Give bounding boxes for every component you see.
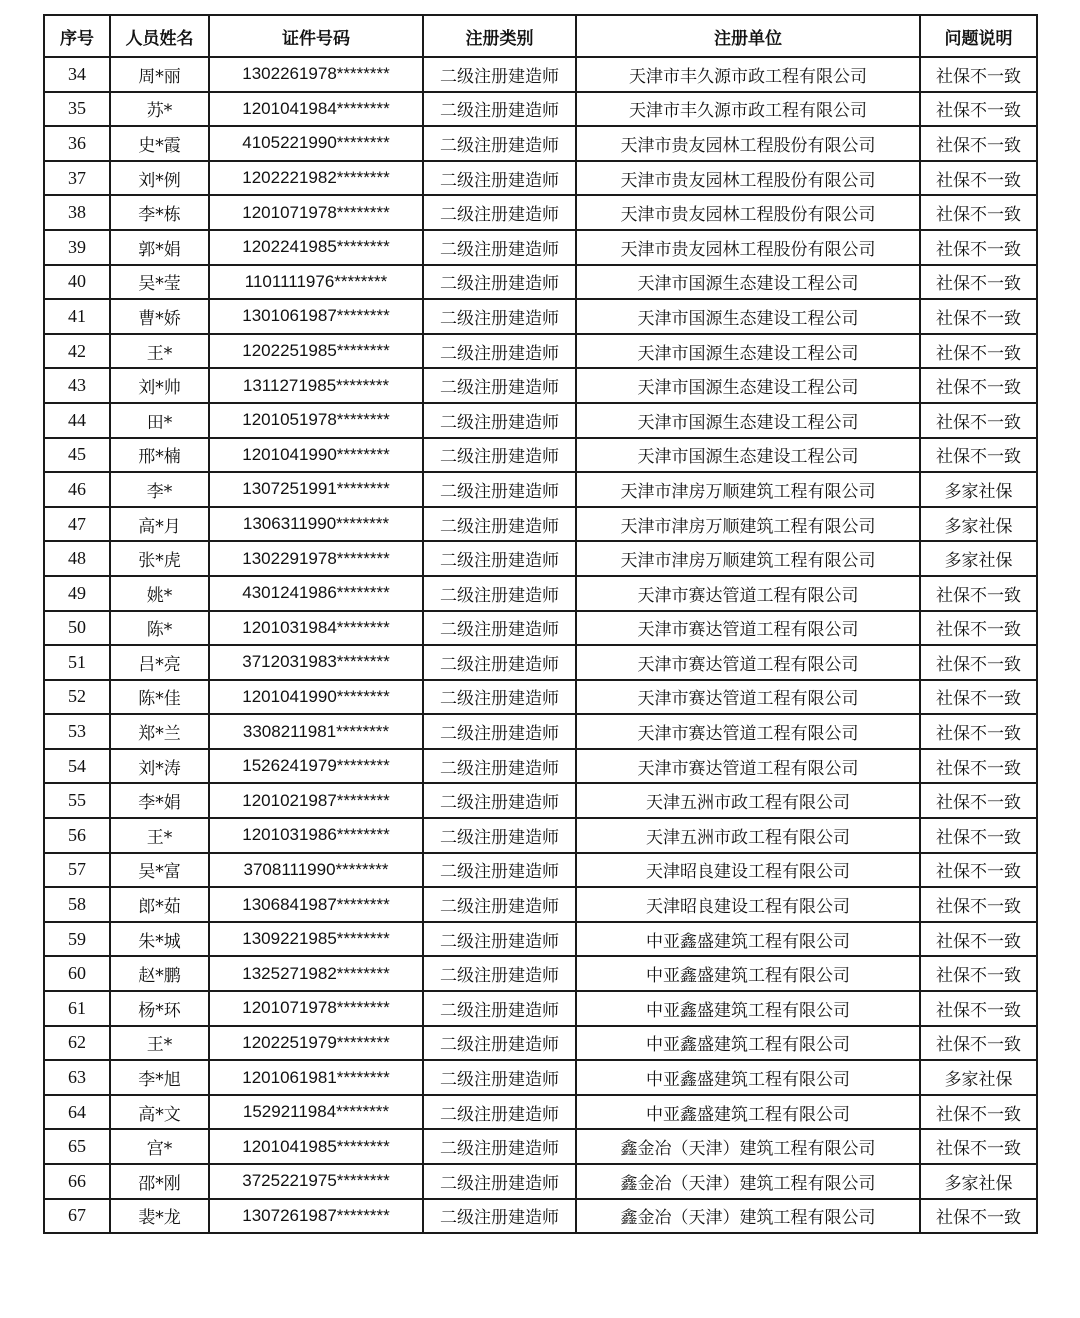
issue-description-cell: 社保不一致	[920, 1129, 1037, 1164]
person-name-cell: 李*栋	[110, 195, 209, 230]
registration-type-cell: 二级注册建造师	[423, 230, 576, 265]
serial-no-cell: 43	[44, 368, 110, 403]
table-row	[44, 991, 1037, 1026]
serial-no-cell: 51	[44, 645, 110, 680]
table-row	[44, 57, 1037, 92]
registration-type-cell: 二级注册建造师	[423, 507, 576, 542]
issue-description-cell: 社保不一致	[920, 576, 1037, 611]
issue-description-cell: 社保不一致	[920, 645, 1037, 680]
registration-unit-cell: 天津市津房万顺建筑工程有限公司	[576, 472, 920, 507]
person-name-cell: 吕*亮	[110, 645, 209, 680]
id-number-cell: 1202251985********	[209, 334, 423, 369]
registration-unit-cell: 天津市赛达管道工程有限公司	[576, 576, 920, 611]
issue-description-cell: 社保不一致	[920, 368, 1037, 403]
serial-no-cell: 52	[44, 680, 110, 715]
registration-unit-cell: 鑫金冶（天津）建筑工程有限公司	[576, 1164, 920, 1199]
table-row	[44, 1095, 1037, 1130]
person-name-cell: 裴*龙	[110, 1199, 209, 1234]
issue-description-cell: 社保不一致	[920, 299, 1037, 334]
registration-unit-cell: 天津昭良建设工程有限公司	[576, 853, 920, 888]
table-body	[44, 57, 1037, 1233]
id-number-cell: 1202241985********	[209, 230, 423, 265]
person-name-cell: 邵*刚	[110, 1164, 209, 1199]
issue-description-cell: 社保不一致	[920, 680, 1037, 715]
id-number-cell: 4105221990********	[209, 126, 423, 161]
id-number-cell: 1306311990********	[209, 507, 423, 542]
serial-no-cell: 36	[44, 126, 110, 161]
person-name-cell: 吴*莹	[110, 265, 209, 300]
table-row	[44, 403, 1037, 438]
issue-description-cell: 社保不一致	[920, 92, 1037, 127]
registration-unit-cell: 鑫金冶（天津）建筑工程有限公司	[576, 1129, 920, 1164]
id-number-cell: 1301061987********	[209, 299, 423, 334]
id-number-cell: 3725221975********	[209, 1164, 423, 1199]
table-row	[44, 887, 1037, 922]
serial-no-cell: 65	[44, 1129, 110, 1164]
table-row	[44, 161, 1037, 196]
id-number-cell: 3708111990********	[209, 853, 423, 888]
registration-unit-cell: 天津市丰久源市政工程有限公司	[576, 92, 920, 127]
issue-description-cell: 社保不一致	[920, 956, 1037, 991]
registration-type-cell: 二级注册建造师	[423, 887, 576, 922]
issue-description-cell: 多家社保	[920, 472, 1037, 507]
person-name-cell: 刘*涛	[110, 749, 209, 784]
registration-unit-cell: 中亚鑫盛建筑工程有限公司	[576, 922, 920, 957]
person-name-cell: 王*	[110, 334, 209, 369]
registration-unit-cell: 天津五洲市政工程有限公司	[576, 818, 920, 853]
table-header	[44, 15, 1037, 57]
id-number-cell: 1526241979********	[209, 749, 423, 784]
person-name-cell: 李*	[110, 472, 209, 507]
serial-no-cell: 67	[44, 1199, 110, 1234]
header-serial-no: 序号	[44, 15, 110, 57]
issue-description-cell: 社保不一致	[920, 334, 1037, 369]
issue-description-cell: 社保不一致	[920, 1095, 1037, 1130]
issue-description-cell: 社保不一致	[920, 922, 1037, 957]
id-number-cell: 1529211984********	[209, 1095, 423, 1130]
registration-type-cell: 二级注册建造师	[423, 1199, 576, 1234]
id-number-cell: 1201051978********	[209, 403, 423, 438]
table-row	[44, 507, 1037, 542]
id-number-cell: 1311271985********	[209, 368, 423, 403]
serial-no-cell: 35	[44, 92, 110, 127]
registration-unit-cell: 天津市赛达管道工程有限公司	[576, 611, 920, 646]
person-name-cell: 郑*兰	[110, 714, 209, 749]
serial-no-cell: 50	[44, 611, 110, 646]
table-row	[44, 1199, 1037, 1234]
person-name-cell: 陈*	[110, 611, 209, 646]
serial-no-cell: 54	[44, 749, 110, 784]
registration-unit-cell: 天津市国源生态建设工程公司	[576, 403, 920, 438]
registration-unit-cell: 天津市贵友园林工程股份有限公司	[576, 195, 920, 230]
id-number-cell: 3712031983********	[209, 645, 423, 680]
id-number-cell: 1201071978********	[209, 991, 423, 1026]
serial-no-cell: 57	[44, 853, 110, 888]
id-number-cell: 1201031986********	[209, 818, 423, 853]
person-name-cell: 邢*楠	[110, 438, 209, 473]
issue-description-cell: 多家社保	[920, 507, 1037, 542]
table-row	[44, 195, 1037, 230]
serial-no-cell: 56	[44, 818, 110, 853]
table-row	[44, 783, 1037, 818]
registration-type-cell: 二级注册建造师	[423, 991, 576, 1026]
registration-unit-cell: 中亚鑫盛建筑工程有限公司	[576, 956, 920, 991]
registration-type-cell: 二级注册建造师	[423, 57, 576, 92]
serial-no-cell: 40	[44, 265, 110, 300]
table-row	[44, 576, 1037, 611]
table-row	[44, 368, 1037, 403]
table-row	[44, 922, 1037, 957]
serial-no-cell: 41	[44, 299, 110, 334]
serial-no-cell: 64	[44, 1095, 110, 1130]
registration-type-cell: 二级注册建造师	[423, 1026, 576, 1061]
issue-description-cell: 社保不一致	[920, 195, 1037, 230]
serial-no-cell: 47	[44, 507, 110, 542]
person-name-cell: 高*月	[110, 507, 209, 542]
registration-unit-cell: 中亚鑫盛建筑工程有限公司	[576, 991, 920, 1026]
person-name-cell: 史*霞	[110, 126, 209, 161]
table-row	[44, 749, 1037, 784]
issue-description-cell: 社保不一致	[920, 991, 1037, 1026]
person-name-cell: 曹*娇	[110, 299, 209, 334]
id-number-cell: 1201041984********	[209, 92, 423, 127]
id-number-cell: 1307251991********	[209, 472, 423, 507]
issue-description-cell: 社保不一致	[920, 1199, 1037, 1234]
header-person-name: 人员姓名	[110, 15, 209, 57]
person-name-cell: 刘*例	[110, 161, 209, 196]
registration-type-cell: 二级注册建造师	[423, 1164, 576, 1199]
id-number-cell: 1202251979********	[209, 1026, 423, 1061]
registration-unit-cell: 天津市赛达管道工程有限公司	[576, 749, 920, 784]
table-row	[44, 1164, 1037, 1199]
issue-description-cell: 社保不一致	[920, 853, 1037, 888]
person-name-cell: 姚*	[110, 576, 209, 611]
table-row	[44, 1060, 1037, 1095]
serial-no-cell: 63	[44, 1060, 110, 1095]
header-row	[44, 15, 1037, 57]
person-name-cell: 田*	[110, 403, 209, 438]
person-name-cell: 杨*环	[110, 991, 209, 1026]
table-row	[44, 714, 1037, 749]
registration-unit-cell: 中亚鑫盛建筑工程有限公司	[576, 1095, 920, 1130]
table-row	[44, 126, 1037, 161]
person-name-cell: 陈*佳	[110, 680, 209, 715]
person-name-cell: 吴*富	[110, 853, 209, 888]
serial-no-cell: 58	[44, 887, 110, 922]
serial-no-cell: 62	[44, 1026, 110, 1061]
registration-unit-cell: 天津市国源生态建设工程公司	[576, 299, 920, 334]
issue-description-cell: 社保不一致	[920, 438, 1037, 473]
registration-unit-cell: 天津市国源生态建设工程公司	[576, 334, 920, 369]
registration-type-cell: 二级注册建造师	[423, 472, 576, 507]
serial-no-cell: 44	[44, 403, 110, 438]
registration-unit-cell: 天津市国源生态建设工程公司	[576, 265, 920, 300]
table-row	[44, 818, 1037, 853]
id-number-cell: 1302291978********	[209, 541, 423, 576]
serial-no-cell: 34	[44, 57, 110, 92]
table-row	[44, 472, 1037, 507]
id-number-cell: 1302261978********	[209, 57, 423, 92]
registration-type-cell: 二级注册建造师	[423, 611, 576, 646]
serial-no-cell: 55	[44, 783, 110, 818]
person-name-cell: 苏*	[110, 92, 209, 127]
registration-unit-cell: 鑫金冶（天津）建筑工程有限公司	[576, 1199, 920, 1234]
table-row	[44, 853, 1037, 888]
serial-no-cell: 49	[44, 576, 110, 611]
registration-unit-cell: 中亚鑫盛建筑工程有限公司	[576, 1026, 920, 1061]
registration-type-cell: 二级注册建造师	[423, 680, 576, 715]
id-number-cell: 1201041990********	[209, 680, 423, 715]
registration-type-cell: 二级注册建造师	[423, 368, 576, 403]
registration-unit-cell: 天津市贵友园林工程股份有限公司	[576, 126, 920, 161]
id-number-cell: 1201071978********	[209, 195, 423, 230]
issue-description-cell: 社保不一致	[920, 126, 1037, 161]
person-name-cell: 张*虎	[110, 541, 209, 576]
table-row	[44, 680, 1037, 715]
registration-unit-cell: 天津市津房万顺建筑工程有限公司	[576, 541, 920, 576]
table-row	[44, 92, 1037, 127]
registration-type-cell: 二级注册建造师	[423, 92, 576, 127]
registration-unit-cell: 中亚鑫盛建筑工程有限公司	[576, 1060, 920, 1095]
registration-unit-cell: 天津市丰久源市政工程有限公司	[576, 57, 920, 92]
registration-type-cell: 二级注册建造师	[423, 645, 576, 680]
registration-type-cell: 二级注册建造师	[423, 334, 576, 369]
registration-type-cell: 二级注册建造师	[423, 576, 576, 611]
table-row	[44, 541, 1037, 576]
registration-type-cell: 二级注册建造师	[423, 195, 576, 230]
person-name-cell: 朱*城	[110, 922, 209, 957]
id-number-cell: 1309221985********	[209, 922, 423, 957]
id-number-cell: 3308211981********	[209, 714, 423, 749]
registration-type-cell: 二级注册建造师	[423, 161, 576, 196]
person-name-cell: 刘*帅	[110, 368, 209, 403]
table-row	[44, 438, 1037, 473]
id-number-cell: 1201061981********	[209, 1060, 423, 1095]
registration-unit-cell: 天津市赛达管道工程有限公司	[576, 680, 920, 715]
registration-unit-cell: 天津市赛达管道工程有限公司	[576, 714, 920, 749]
id-number-cell: 4301241986********	[209, 576, 423, 611]
table-row	[44, 299, 1037, 334]
person-name-cell: 周*丽	[110, 57, 209, 92]
serial-no-cell: 39	[44, 230, 110, 265]
registration-unit-cell: 天津市国源生态建设工程公司	[576, 368, 920, 403]
table-row	[44, 956, 1037, 991]
registration-type-cell: 二级注册建造师	[423, 403, 576, 438]
table-row	[44, 334, 1037, 369]
issue-description-cell: 社保不一致	[920, 783, 1037, 818]
issue-description-cell: 社保不一致	[920, 265, 1037, 300]
serial-no-cell: 38	[44, 195, 110, 230]
serial-no-cell: 42	[44, 334, 110, 369]
issue-description-cell: 社保不一致	[920, 161, 1037, 196]
id-number-cell: 1325271982********	[209, 956, 423, 991]
serial-no-cell: 53	[44, 714, 110, 749]
serial-no-cell: 61	[44, 991, 110, 1026]
serial-no-cell: 59	[44, 922, 110, 957]
registration-type-cell: 二级注册建造师	[423, 126, 576, 161]
id-number-cell: 1306841987********	[209, 887, 423, 922]
serial-no-cell: 37	[44, 161, 110, 196]
table-row	[44, 230, 1037, 265]
issue-description-cell: 社保不一致	[920, 749, 1037, 784]
registration-type-cell: 二级注册建造师	[423, 299, 576, 334]
header-id-number: 证件号码	[209, 15, 423, 57]
id-number-cell: 1201021987********	[209, 783, 423, 818]
serial-no-cell: 46	[44, 472, 110, 507]
issue-description-cell: 社保不一致	[920, 714, 1037, 749]
registration-type-cell: 二级注册建造师	[423, 1129, 576, 1164]
registration-type-cell: 二级注册建造师	[423, 818, 576, 853]
person-name-cell: 高*文	[110, 1095, 209, 1130]
registration-type-cell: 二级注册建造师	[423, 1060, 576, 1095]
serial-no-cell: 60	[44, 956, 110, 991]
table-row	[44, 1129, 1037, 1164]
table-row	[44, 265, 1037, 300]
issue-description-cell: 社保不一致	[920, 818, 1037, 853]
id-number-cell: 1201031984********	[209, 611, 423, 646]
table-row	[44, 1026, 1037, 1061]
issue-description-cell: 多家社保	[920, 1060, 1037, 1095]
registration-type-cell: 二级注册建造师	[423, 783, 576, 818]
registration-unit-cell: 天津市贵友园林工程股份有限公司	[576, 161, 920, 196]
registration-type-cell: 二级注册建造师	[423, 714, 576, 749]
registration-unit-cell: 天津市贵友园林工程股份有限公司	[576, 230, 920, 265]
registration-unit-cell: 天津昭良建设工程有限公司	[576, 887, 920, 922]
person-name-cell: 郎*茹	[110, 887, 209, 922]
serial-no-cell: 45	[44, 438, 110, 473]
table-row	[44, 611, 1037, 646]
person-name-cell: 王*	[110, 1026, 209, 1061]
registration-type-cell: 二级注册建造师	[423, 922, 576, 957]
issue-description-cell: 社保不一致	[920, 230, 1037, 265]
issue-description-cell: 社保不一致	[920, 57, 1037, 92]
issue-description-cell: 多家社保	[920, 1164, 1037, 1199]
registration-type-cell: 二级注册建造师	[423, 438, 576, 473]
id-number-cell: 1201041985********	[209, 1129, 423, 1164]
registration-type-cell: 二级注册建造师	[423, 541, 576, 576]
serial-no-cell: 66	[44, 1164, 110, 1199]
registration-type-cell: 二级注册建造师	[423, 956, 576, 991]
id-number-cell: 1101111976********	[209, 265, 423, 300]
registration-type-cell: 二级注册建造师	[423, 265, 576, 300]
issue-description-cell: 社保不一致	[920, 887, 1037, 922]
registration-issue-table	[43, 14, 1038, 1234]
registration-unit-cell: 天津五洲市政工程有限公司	[576, 783, 920, 818]
header-registration-unit: 注册单位	[576, 15, 920, 57]
issue-description-cell: 社保不一致	[920, 1026, 1037, 1061]
serial-no-cell: 48	[44, 541, 110, 576]
registration-unit-cell: 天津市津房万顺建筑工程有限公司	[576, 507, 920, 542]
registration-type-cell: 二级注册建造师	[423, 749, 576, 784]
registration-type-cell: 二级注册建造师	[423, 853, 576, 888]
registration-unit-cell: 天津市国源生态建设工程公司	[576, 438, 920, 473]
person-name-cell: 王*	[110, 818, 209, 853]
registration-type-cell: 二级注册建造师	[423, 1095, 576, 1130]
person-name-cell: 宫*	[110, 1129, 209, 1164]
header-registration-type: 注册类别	[423, 15, 576, 57]
id-number-cell: 1201041990********	[209, 438, 423, 473]
id-number-cell: 1202221982********	[209, 161, 423, 196]
table-row	[44, 645, 1037, 680]
issue-description-cell: 多家社保	[920, 541, 1037, 576]
person-name-cell: 李*娟	[110, 783, 209, 818]
registration-issue-table-container	[43, 14, 1036, 1234]
header-issue-description: 问题说明	[920, 15, 1037, 57]
person-name-cell: 赵*鹏	[110, 956, 209, 991]
issue-description-cell: 社保不一致	[920, 403, 1037, 438]
registration-unit-cell: 天津市赛达管道工程有限公司	[576, 645, 920, 680]
issue-description-cell: 社保不一致	[920, 611, 1037, 646]
id-number-cell: 1307261987********	[209, 1199, 423, 1234]
person-name-cell: 李*旭	[110, 1060, 209, 1095]
person-name-cell: 郭*娟	[110, 230, 209, 265]
